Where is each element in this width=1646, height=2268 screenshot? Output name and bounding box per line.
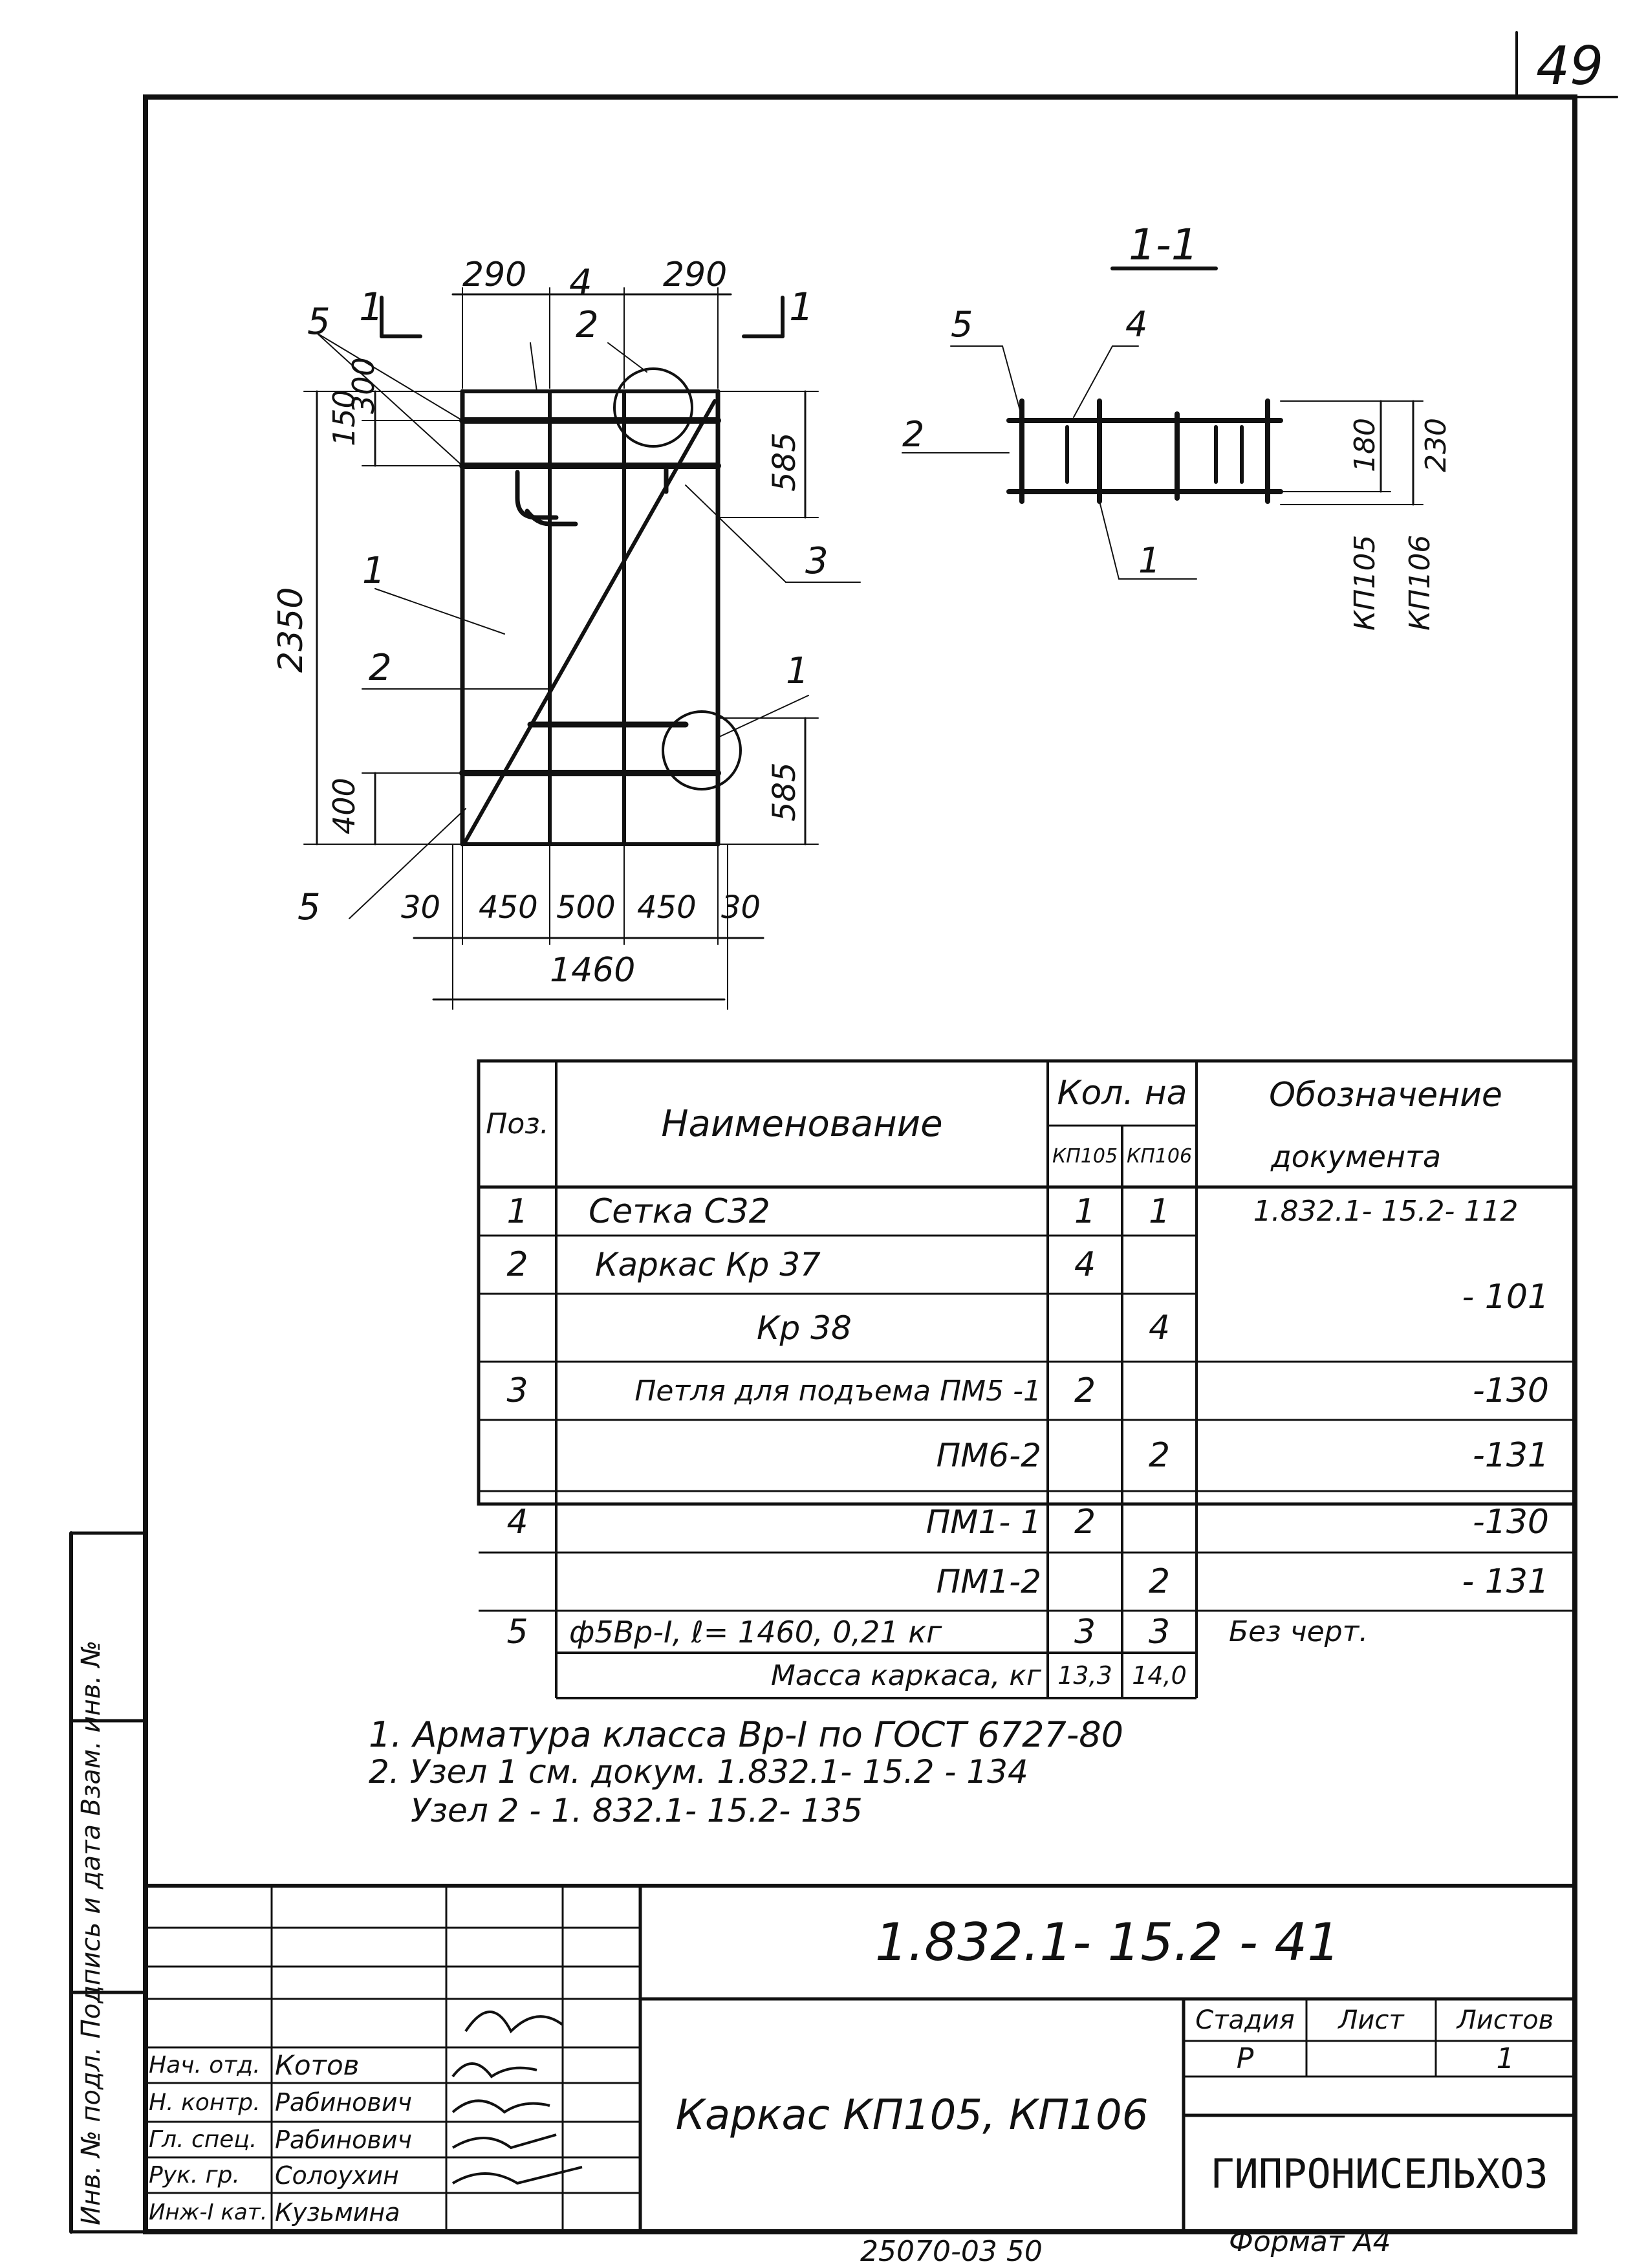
role-2: Н. контр. bbox=[149, 2089, 261, 2116]
footer-left: 25070-03 50 bbox=[860, 2235, 1043, 2268]
row1-q2: 1 bbox=[1148, 1192, 1171, 1231]
row4-pos: 3 bbox=[506, 1371, 528, 1410]
name-4: Солоухин bbox=[275, 2161, 399, 2190]
header-pos: Поз. bbox=[486, 1107, 549, 1140]
dim-right-585-bottom: 585 bbox=[766, 762, 803, 822]
row6-pos: 4 bbox=[506, 1502, 528, 1542]
row1-doc: 1.832.1- 15.2- 112 bbox=[1253, 1195, 1519, 1228]
header-qty-kp106: КП106 bbox=[1126, 1145, 1193, 1168]
role-3: Гл. спец. bbox=[149, 2126, 257, 2153]
dim-left-400: 400 bbox=[327, 778, 362, 834]
row8-name: ф5Вр-I, ℓ= 1460, 0,21 кг bbox=[569, 1614, 942, 1650]
row8-doc: Без черт. bbox=[1229, 1615, 1369, 1648]
section-callout-2: 2 bbox=[902, 414, 925, 455]
row6-q1: 2 bbox=[1074, 1502, 1096, 1542]
callout-1: 1 bbox=[362, 550, 385, 592]
section-label-kp106: КП106 bbox=[1403, 534, 1436, 631]
dim-top-left: 290 bbox=[462, 256, 527, 294]
row4-q1: 2 bbox=[1074, 1371, 1096, 1410]
title-sheets: 1 bbox=[1496, 2042, 1515, 2075]
row2-name: Каркас Кр 37 bbox=[595, 1246, 821, 1283]
header-doc-line2: документа bbox=[1271, 1139, 1442, 1174]
footer-right: Формат А4 bbox=[1229, 2225, 1391, 2258]
callout-5-top: 5 bbox=[307, 301, 330, 343]
row4-name: Петля для подъема ПМ5 -1 bbox=[634, 1374, 1041, 1408]
dim-total-1460: 1460 bbox=[550, 951, 636, 990]
title-stage: Р bbox=[1236, 2042, 1254, 2075]
row5-doc: -131 bbox=[1472, 1436, 1549, 1475]
role-1: Нач. отд. bbox=[149, 2052, 261, 2078]
row7-doc: - 131 bbox=[1462, 1562, 1549, 1601]
row7-q2: 2 bbox=[1148, 1562, 1171, 1601]
title-sheets-label: Листов bbox=[1456, 2005, 1554, 2035]
role-4: Рук. гр. bbox=[149, 2162, 240, 2188]
section-callout-1: 1 bbox=[1138, 540, 1161, 581]
callout-4-top: 4 bbox=[569, 262, 592, 304]
row2-3-doc: - 101 bbox=[1462, 1278, 1549, 1316]
note-1: 1. Арматура класса Вр-I по ГОСТ 6727-80 bbox=[369, 1714, 1124, 1755]
header-name: Наименование bbox=[661, 1103, 943, 1145]
row7-name: ПМ1-2 bbox=[936, 1563, 1041, 1600]
header-qty-kp105: КП105 bbox=[1052, 1145, 1118, 1168]
note-2: 2. Узел 1 см. докум. 1.832.1- 15.2 - 134 bbox=[369, 1753, 1028, 1791]
row6-doc: -130 bbox=[1472, 1502, 1549, 1542]
section-mark-left: 1 bbox=[359, 285, 384, 330]
section-title: 1-1 bbox=[1129, 220, 1198, 270]
row1-pos: 1 bbox=[506, 1192, 528, 1231]
row8-q2: 3 bbox=[1148, 1612, 1171, 1652]
mass-label: Масса каркаса, кг bbox=[770, 1659, 1041, 1692]
dim-right-585-top: 585 bbox=[766, 432, 803, 492]
row4-doc: -130 bbox=[1472, 1371, 1549, 1410]
title-doc-code: 1.832.1- 15.2 - 41 bbox=[874, 1912, 1341, 1972]
name-1: Котов bbox=[275, 2049, 360, 2081]
title-sheet bbox=[1306, 2041, 1436, 2077]
dim-bottom-500: 500 bbox=[556, 889, 616, 926]
row5-name: ПМ6-2 bbox=[936, 1437, 1041, 1474]
header-doc-line1: Обозначение bbox=[1269, 1075, 1502, 1115]
callout-5-bottom: 5 bbox=[298, 886, 321, 928]
header-qty: Кол. на bbox=[1057, 1074, 1187, 1113]
title-org: ГИПРОНИСЕЛЬХОЗ bbox=[1210, 2150, 1548, 2197]
callout-2-top: 2 bbox=[576, 304, 599, 346]
note-3: Узел 2 - 1. 832.1- 15.2- 135 bbox=[411, 1792, 863, 1829]
mass-kp106: 14,0 bbox=[1132, 1661, 1187, 1690]
role-5: Инж-I кат. bbox=[149, 2199, 268, 2225]
dim-left-2350: 2350 bbox=[272, 587, 310, 673]
name-3: Рабинович bbox=[275, 2125, 412, 2154]
callout-2-mid: 2 bbox=[369, 647, 392, 689]
row1-name: Сетка С32 bbox=[589, 1192, 770, 1231]
section-dim-180: 180 bbox=[1348, 418, 1381, 472]
row5-q2: 2 bbox=[1148, 1436, 1171, 1475]
row8-q1: 3 bbox=[1074, 1612, 1096, 1652]
title-name: Каркас КП105, КП106 bbox=[675, 2091, 1149, 2139]
dim-bottom-30-left: 30 bbox=[401, 889, 441, 926]
section-callout-5: 5 bbox=[951, 304, 973, 345]
title-sheet-label: Лист bbox=[1338, 2005, 1404, 2035]
row1-q1: 1 bbox=[1074, 1192, 1096, 1231]
dim-bottom-450-right: 450 bbox=[637, 889, 697, 926]
name-2: Рабинович bbox=[275, 2088, 412, 2117]
dim-bottom-450-left: 450 bbox=[479, 889, 538, 926]
dim-left-300: 300 bbox=[346, 357, 381, 414]
section-label-kp105: КП105 bbox=[1348, 534, 1381, 631]
name-5: Кузьмина bbox=[275, 2198, 400, 2227]
dim-bottom-30-right: 30 bbox=[721, 889, 761, 926]
row3-name: Кр 38 bbox=[757, 1309, 852, 1347]
row3-q2: 4 bbox=[1148, 1308, 1171, 1347]
callout-3: 3 bbox=[805, 540, 828, 582]
section-callout-4: 4 bbox=[1125, 304, 1148, 345]
row8-pos: 5 bbox=[506, 1612, 528, 1652]
title-stage-label: Стадия bbox=[1195, 2005, 1295, 2035]
dim-left-150: 150 bbox=[327, 389, 362, 446]
section-dim-230: 230 bbox=[1420, 418, 1453, 472]
page-number: 49 bbox=[1536, 36, 1604, 97]
row2-pos: 2 bbox=[506, 1245, 528, 1284]
section-mark-right: 1 bbox=[789, 285, 814, 330]
row6-name: ПМ1- 1 bbox=[926, 1503, 1041, 1541]
row2-q1: 4 bbox=[1074, 1245, 1096, 1284]
callout-1-node: 1 bbox=[786, 650, 809, 692]
side-margin-label: Инв. № подл. Подпись и дата Взам. инв. № bbox=[76, 1640, 106, 2225]
dim-top-right: 290 bbox=[663, 256, 728, 294]
mass-kp105: 13,3 bbox=[1057, 1661, 1112, 1690]
